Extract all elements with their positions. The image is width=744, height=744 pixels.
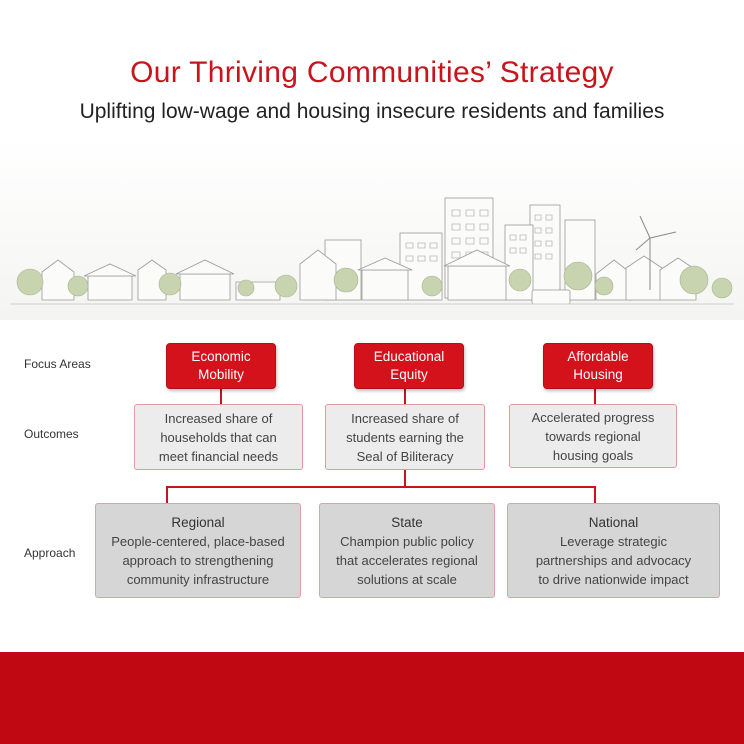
approach-regional-text: People-centered, place-based approach to strengthening community infrastructure: [111, 533, 285, 587]
connector-right-drop: [594, 486, 596, 504]
approach-national: [507, 503, 720, 598]
connector-focus-2: [404, 388, 406, 405]
cityscape-illustration: [0, 140, 744, 320]
outcome-educational: Increased share of students earning the Seal of Biliteracy: [325, 404, 485, 470]
approach-state: [319, 503, 495, 598]
row-label-focus-areas: Focus Areas: [24, 357, 91, 371]
connector-focus-3: [594, 388, 596, 404]
focus-affordable-housing: Affordable Housing: [543, 343, 653, 389]
row-label-outcomes: Outcomes: [24, 427, 79, 441]
focus-educational-equity: Educational Equity: [354, 343, 464, 389]
focus-economic-mobility: Economic Mobility: [166, 343, 276, 389]
connector-horizontal: [166, 486, 596, 488]
connector-outcome-2-down: [404, 470, 406, 487]
connector-left-drop: [166, 486, 168, 504]
page-title: Our Thriving Communities’ Strategy: [130, 56, 614, 89]
approach-regional-heading: Regional: [171, 514, 225, 530]
approach-state-heading: State: [391, 514, 423, 530]
outcome-economic: Increased share of households that can meet financial needs: [134, 404, 303, 470]
row-label-approach: Approach: [24, 546, 76, 560]
approach-national-heading: National: [588, 514, 639, 530]
approach-national-text: Leverage strategic partnerships and advocacy to drive nationwide impact: [535, 533, 692, 587]
page-subtitle: Uplifting low-wage and housing insecure residents and families: [79, 100, 665, 123]
approach-state-text: Champion public policy that accelerates regional solutions at scale: [336, 533, 478, 587]
outcome-housing: Accelerated progress towards regional housing goals: [509, 404, 677, 468]
footer-band: [0, 652, 744, 744]
approach-regional: [95, 503, 301, 598]
